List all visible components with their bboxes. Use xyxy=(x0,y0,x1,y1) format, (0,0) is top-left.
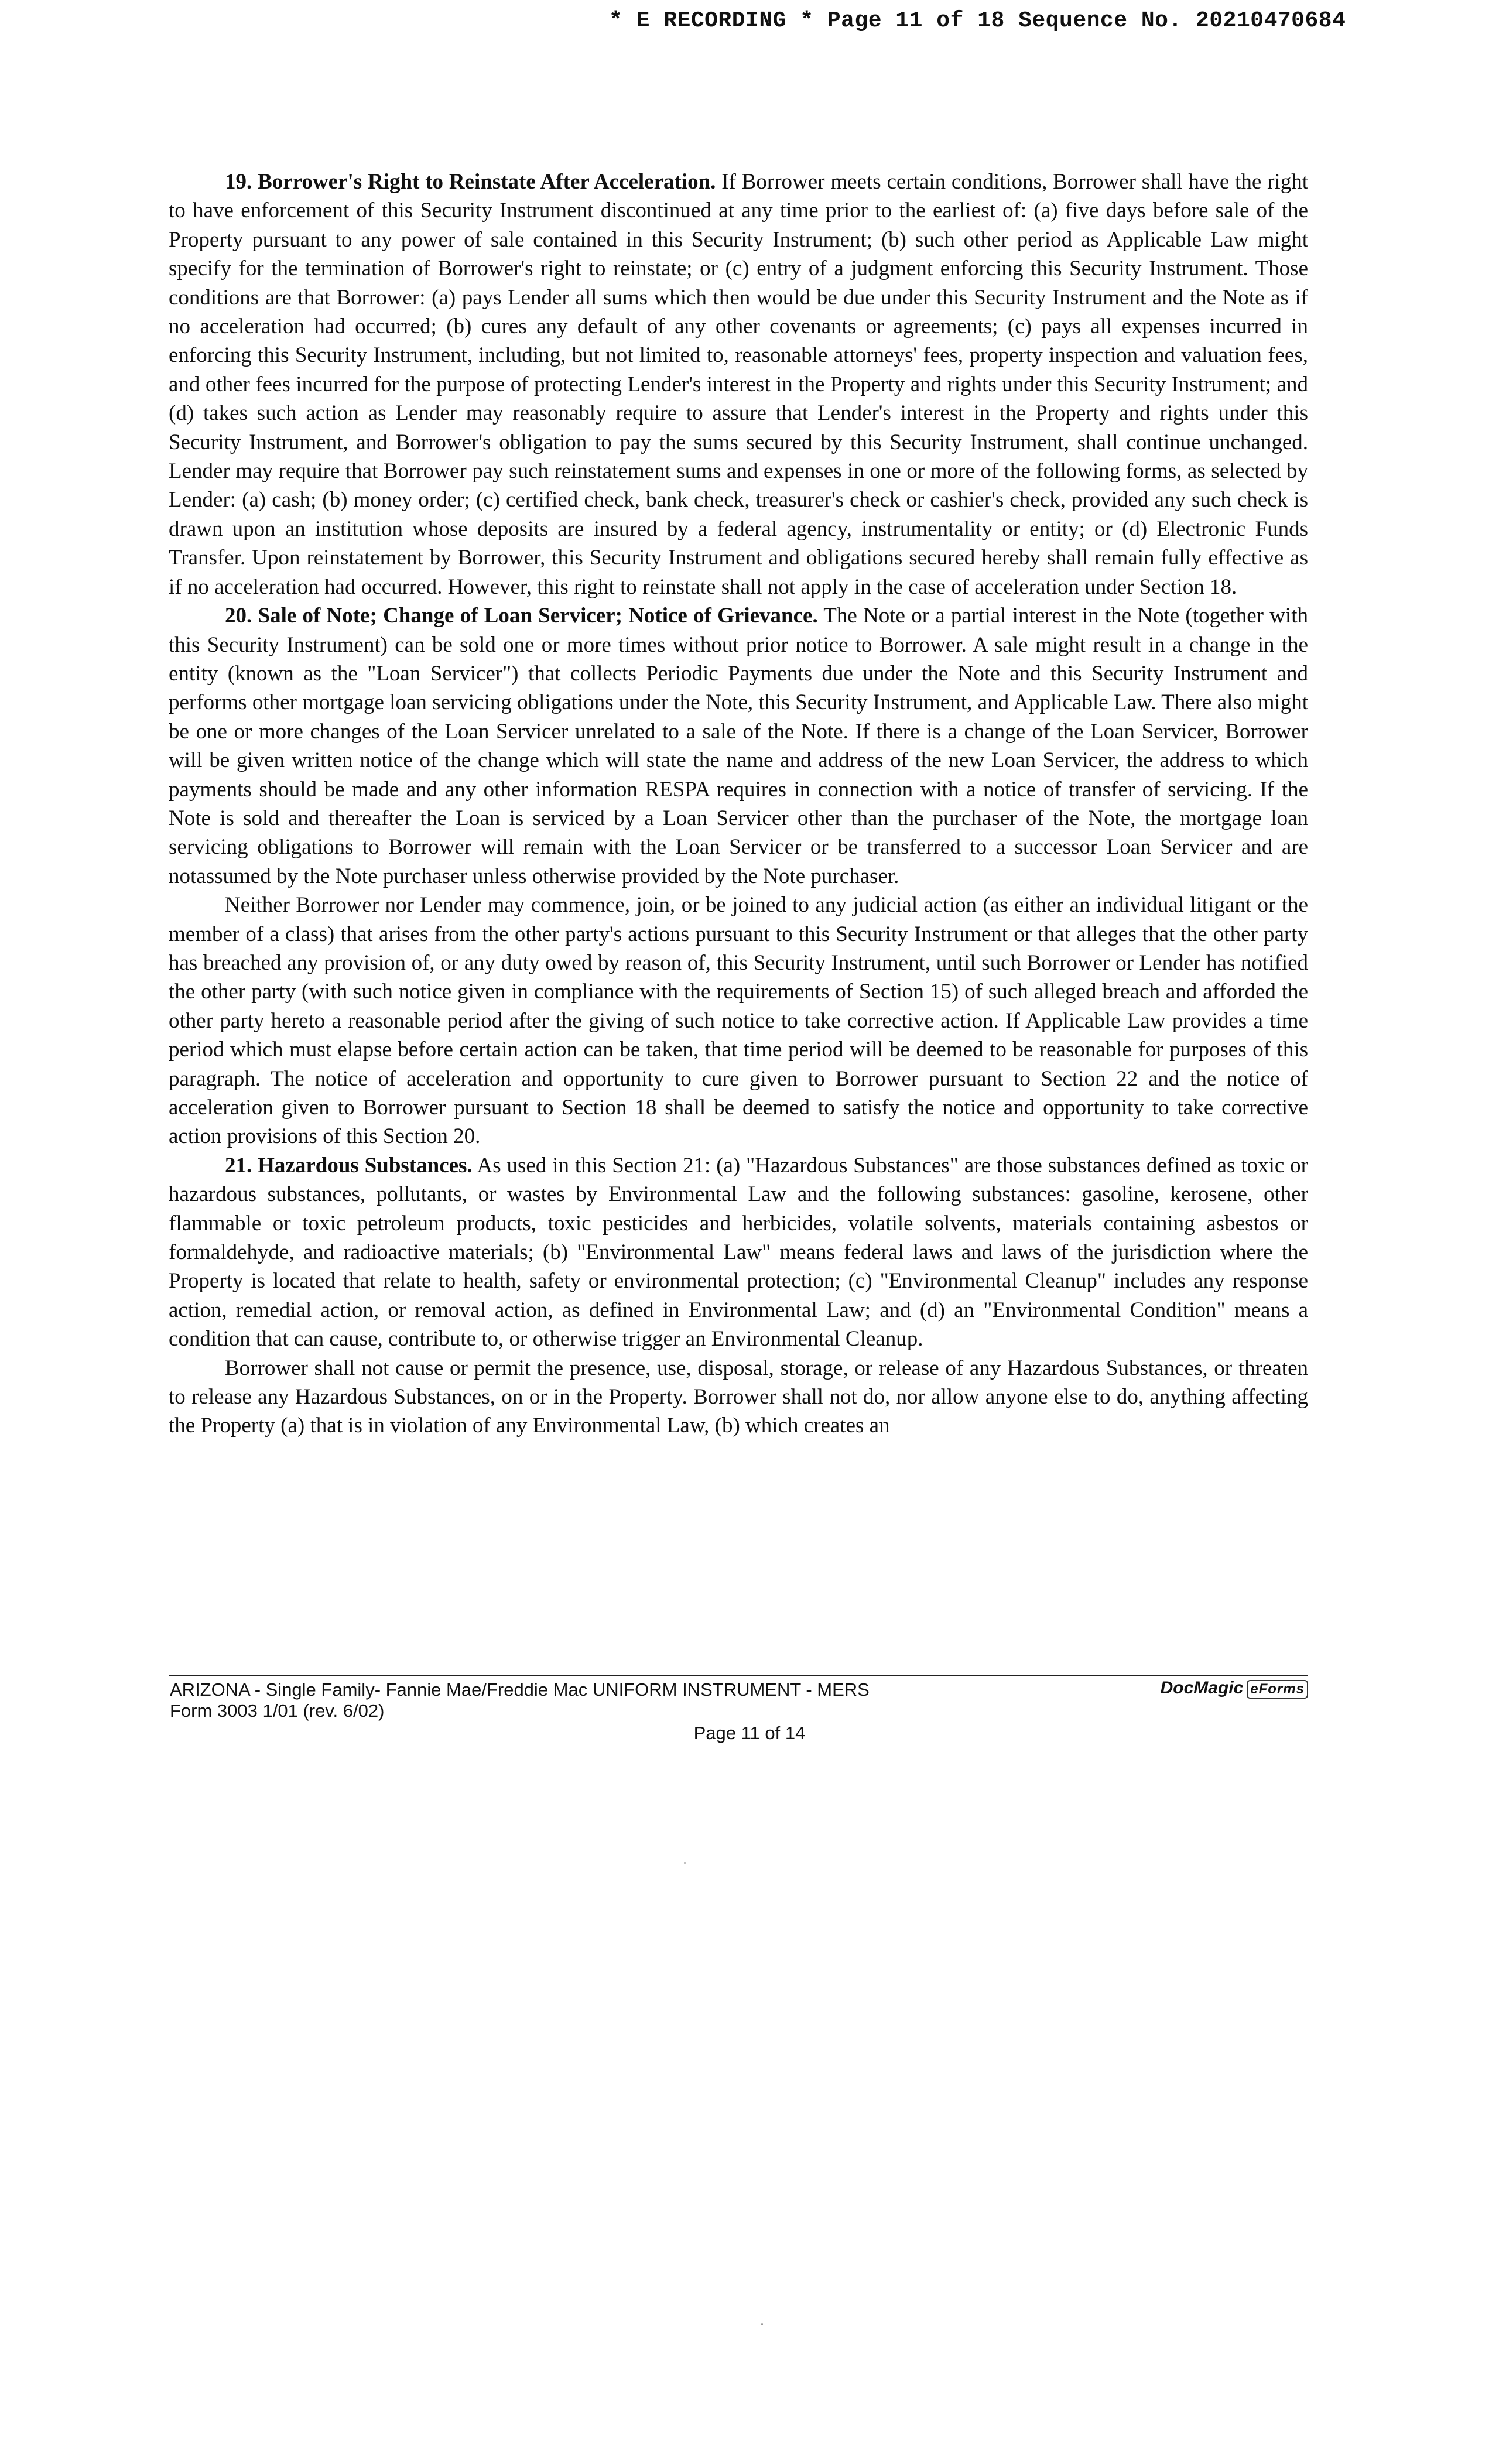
eforms-mark: eForms xyxy=(1247,1680,1308,1699)
docmagic-brand: DocMagic xyxy=(1160,1678,1244,1698)
footer-form-number: Form 3003 1/01 (rev. 6/02) xyxy=(170,1700,385,1721)
footer-divider xyxy=(169,1675,1308,1676)
section-21-text: As used in this Section 21: (a) "Hazardous Substances" are those substances defined as toxic or hazardous substances, pollutants, or wastes by Environmental Law and the following substances: gasoline, kerosene, other flammable or toxic petroleum products, toxic pesticides and herbicides, volatile solvents, materials containing asbestos or formaldehyde, and radioactive materials; (b) "Environmental Law" means federal laws and laws of the jurisdiction where the Property is located that relate to health, safety or environmental protection; (c) "Environmental Cleanup" includes any response action, remedial action, or removal action, as defined in Environmental Law; and (d) an "Environmental Condition" means a condition that can cause, contribute to, or otherwise trigger an Environmental Cleanup. xyxy=(169,1153,1309,1351)
section-21 xyxy=(169,1151,1308,1354)
section-20-text: The Note or a partial interest in the Note (together with this Security Instrument) can be sold one or more times without prior notice to Borrower. A sale might result in a change in the entity (known as the "Loan Servicer") that collects Periodic Payments due under the Note and this Security Instrument and performs other mortgage loan servicing obligations under the Note, this Security Instrument, and Applicable Law. There also might be one or more changes of the Loan Servicer unrelated to a sale of the Note. If there is a change of the Loan Servicer, Borrower will be given written notice of the change which will state the name and address of the new Loan Servicer, the address to which payments should be made and any other information RESPA requires in connection with a notice of transfer of servicing. If the Note is sold and thereafter the Loan is serviced by a Loan Servicer other than the purchaser of the Note, the mortgage loan servicing obligations to Borrower will remain with the Loan Servicer or be transferred to a successor Loan Servicer and are notassumed by the Note purchaser unless otherwise provided by the Note purchaser. xyxy=(169,604,1308,888)
scan-speck xyxy=(684,1862,686,1864)
recording-stamp: * E RECORDING * Page 11 of 18 Sequence No. 20210470684 xyxy=(609,8,1346,33)
page-number: Page 11 of 14 xyxy=(693,1723,806,1743)
document-body xyxy=(169,167,1308,1440)
scan-speck xyxy=(761,2323,763,2325)
section-20 xyxy=(169,601,1308,891)
section-21-paragraph-2: Borrower shall not cause or permit the presence, use, disposal, storage, or release of any Hazardous Substances, or threaten to release any Hazardous Substances, on or in the Property. Borrower shall not do, nor allow anyone else to do, anything affecting the Property (a) that is in violation of any Environmental Law, (b) which creates an xyxy=(169,1356,1308,1438)
section-19-text: If Borrower meets certain conditions, Borrower shall have the right to have enforcement of this Security Instrument discontinued at any time prior to the earliest of: (a) five days before sale of the Property pursuant to any power of sale contained in this Security Instrument; (b) such other period as Applicable Law might specify for the termination of Borrower's right to reinstate; or (c) entry of a judgment enforcing this Security Instrument. Those conditions are that Borrower: (a) pays Lender all sums which then would be due under this Security Instrument and the Note as if no acceleration had occurred; (b) cures any default of any other covenants or agreements; (c) pays all expenses incurred in enforcing this Security Instrument, including, but not limited to, reasonable attorneys' fees, property inspection and valuation fees, and other fees incurred for the purpose of protecting Lender's interest in the Property and rights under this Security Instrument; and (d) takes such action as Lender may reasonably require to assure that Lender's interest in the Property and rights under this Security Instrument, and Borrower's obligation to pay the sums secured by this Security Instrument, shall continue unchanged. Lender may require that Borrower pay such reinstatement sums and expenses in one or more of the following forms, as selected by Lender: (a) cash; (b) money order; (c) certified check, bank check, treasurer's check or cashier's check, provided any such check is drawn upon an institution whose deposits are insured by a federal agency, instrumentality or entity; or (d) Electronic Funds Transfer. Upon reinstatement by Borrower, this Security Instrument and obligations secured hereby shall remain fully effective as if no acceleration had occurred. However, this right to reinstate shall not apply in the case of acceleration under Section 18. xyxy=(169,170,1308,599)
section-20-heading: 20. Sale of Note; Change of Loan Servicer; Notice of Grievance. xyxy=(225,604,818,628)
section-21-heading: 21. Hazardous Substances. xyxy=(225,1153,473,1178)
footer-form-info xyxy=(170,1679,870,1722)
section-20-paragraph-2: Neither Borrower nor Lender may commence, join, or be joined to any judicial action (as either an individual litigant or the member of a class) that arises from the other party's actions pursuant to this Security Instrument or that alleges that the other party has breached any provision of, or any duty owed by reason of, this Security Instrument, until such Borrower or Lender has notified the other party (with such notice given in compliance with the requirements of Section 15) of such alleged breach and afforded the other party hereto a reasonable period after the giving of such notice to take corrective action. If Applicable Law provides a time period which must elapse before certain action can be taken, that time period will be deemed to be reasonable for purposes of this paragraph. The notice of acceleration and opportunity to cure given to Borrower pursuant to Section 22 and the notice of acceleration given to Borrower pursuant to Section 18 shall be deemed to satisfy the notice and opportunity to take corrective action provisions of this Section 20. xyxy=(169,893,1308,1149)
section-19-heading: 19. Borrower's Right to Reinstate After Acceleration. xyxy=(225,170,716,194)
footer-instrument-title: ARIZONA - Single Family- Fannie Mae/Freddie Mac UNIFORM INSTRUMENT - MERS xyxy=(170,1679,870,1700)
docmagic-logo xyxy=(1095,1678,1308,1699)
section-19 xyxy=(169,167,1308,601)
